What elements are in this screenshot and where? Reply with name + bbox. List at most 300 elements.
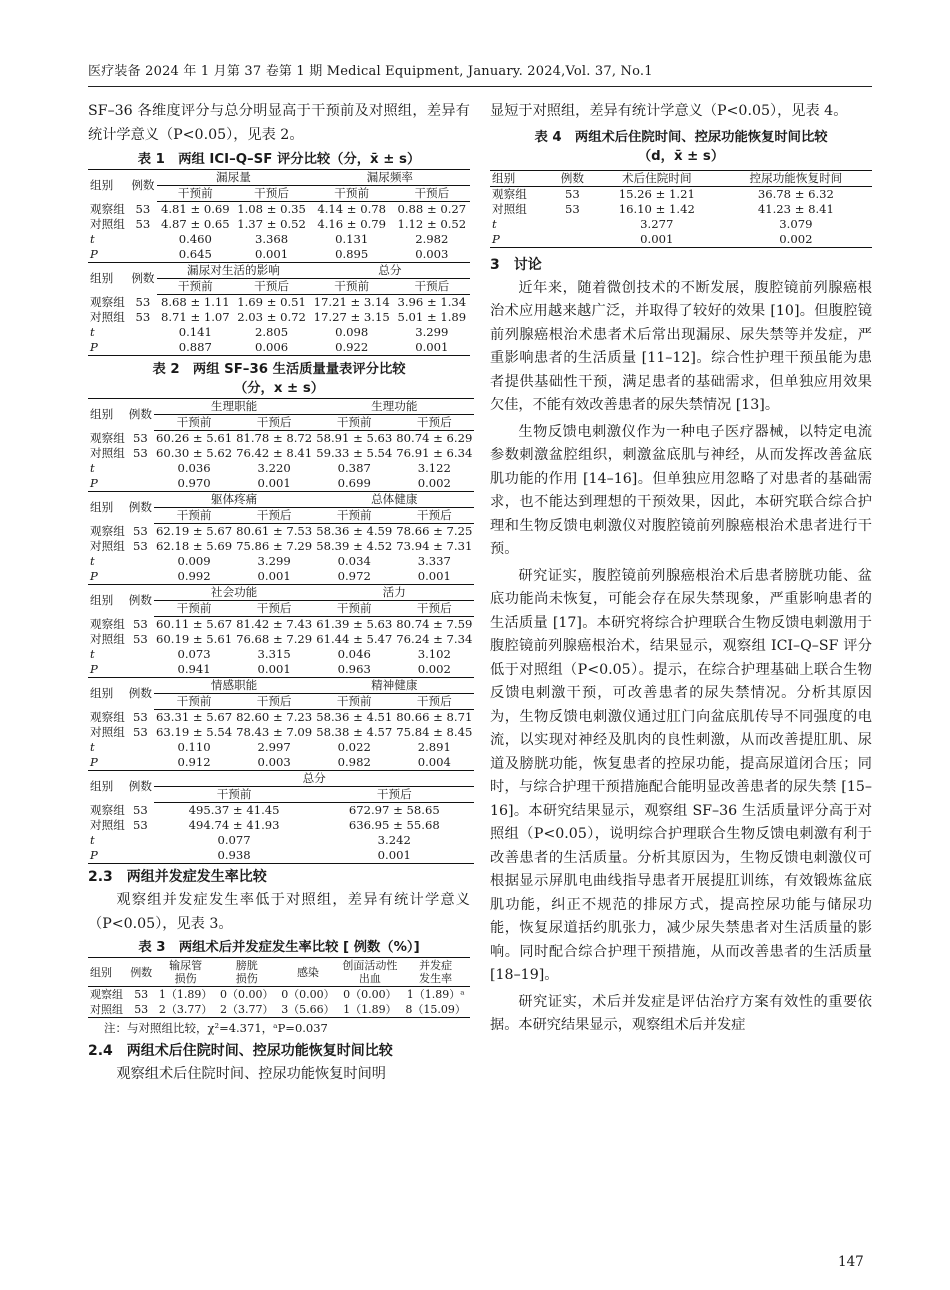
table-cell: 0.912: [154, 755, 234, 771]
before-header: 干预前: [314, 694, 394, 710]
table-cell: 0.387: [337, 461, 371, 475]
table-cell: 53: [127, 1002, 155, 1018]
table-cell: 4.16 ± 0.79: [317, 217, 387, 231]
table-cell: 60.30 ± 5.62: [156, 446, 233, 460]
table-cell: 0（0.00）: [343, 988, 397, 1001]
table-cell: 60.11 ± 5.67: [156, 617, 233, 631]
col-header: 组别: [490, 170, 551, 186]
table-cell: 53: [133, 802, 148, 817]
table-cell: 3.079: [779, 216, 813, 231]
table-cell: 16.10 ± 1.42: [618, 201, 695, 216]
table-cell: 0.970: [154, 476, 234, 492]
table-cell: 对照组: [88, 1002, 127, 1018]
table-cell: 3.299: [257, 554, 291, 568]
col-group-header: 组别: [88, 585, 127, 617]
table-cell: 0.992: [154, 569, 234, 585]
col-header: [401, 958, 470, 987]
col-group-header: 组别: [88, 678, 127, 710]
col-header-line: 输尿管: [169, 959, 203, 972]
after-header: 干预后: [234, 601, 314, 617]
table-cell: [129, 340, 158, 356]
col-header-line: 感染: [296, 965, 319, 979]
table-cell: 0.110: [177, 740, 211, 754]
table-cell: 0.009: [177, 554, 211, 568]
table-cell: 0.046: [337, 647, 371, 661]
table-cell: 75.84 ± 8.45: [396, 725, 473, 739]
table-cell: 53: [135, 294, 151, 309]
table2-title: 表 2 两组 SF–36 生活质量量表评分比较: [152, 362, 406, 377]
table-cell: 80.74 ± 7.59: [396, 617, 473, 631]
table-row: [88, 446, 474, 461]
table-row: [88, 1002, 470, 1018]
table-cell: 76.68 ± 7.29: [236, 632, 313, 646]
right-column: [490, 100, 872, 1038]
table-cell: 494.74 ± 41.93: [188, 818, 280, 832]
table-cell: 672.97 ± 58.65: [348, 803, 440, 817]
table-cell: 3.368: [254, 232, 289, 246]
table-cell: 2.997: [257, 740, 291, 754]
after-header: 干预后: [234, 508, 314, 524]
table-cell: 53: [133, 709, 148, 724]
after-header: 干预后: [394, 694, 474, 710]
table-cell: 1.08 ± 0.35: [237, 202, 306, 216]
table-row: [88, 340, 470, 356]
dimension-header: 情感职能: [154, 678, 314, 694]
table-cell: [129, 247, 158, 263]
table-row: [88, 431, 474, 447]
col-count-header: 例数: [127, 585, 154, 617]
dimension-header: 社会功能: [154, 585, 314, 601]
table-cell: 观察组: [90, 988, 123, 1001]
table-cell: 对照组: [90, 539, 125, 553]
dimension-header: 躯体疼痛: [154, 492, 314, 508]
after-header: 干预后: [394, 186, 470, 202]
table-cell: 0.004: [394, 755, 474, 771]
col-header: 术后住院时间: [594, 170, 720, 186]
table-cell: 53: [135, 217, 151, 231]
table-row: [88, 848, 474, 864]
table-row: [88, 295, 470, 311]
section-2-3-heading: 2.3 两组并发症发生率比较: [88, 869, 267, 885]
table-row: [88, 755, 474, 771]
table-cell: 观察组: [90, 294, 125, 309]
table-cell: 81.42 ± 7.43: [236, 617, 313, 631]
table-cell: P: [88, 340, 129, 356]
table-cell: P: [490, 232, 551, 248]
dimension-header: 总分: [310, 263, 470, 279]
table-cell: 53: [133, 539, 148, 553]
table-cell: 8（15.09）: [401, 1002, 470, 1018]
dimension-header: 生理职能: [154, 399, 314, 415]
table-cell: 4.87 ± 0.65: [160, 217, 230, 231]
table-row: [88, 647, 474, 662]
col-group-header: 组别: [88, 492, 127, 524]
table-row: [88, 524, 474, 540]
table-cell: [127, 848, 154, 864]
table-cell: 53: [133, 523, 148, 538]
table-cell: [127, 476, 154, 492]
table-header-row: [88, 585, 474, 601]
before-header: 干预前: [154, 694, 234, 710]
table3: [88, 957, 470, 1018]
table-cell: 80.74 ± 6.29: [396, 431, 473, 445]
table-cell: 0.645: [157, 247, 233, 263]
before-header: 干预前: [154, 787, 314, 803]
before-header: 干预前: [310, 186, 394, 202]
table-row: [88, 461, 474, 476]
table-cell: 0.034: [337, 554, 371, 568]
table-cell: 4.14 ± 0.78: [317, 202, 387, 216]
page-number: 147: [838, 1254, 864, 1270]
table-cell: 0.073: [177, 647, 211, 661]
discussion-para-3: 研究证实，腹腔镜前列腺癌根治术后患者膀胱功能、盆底功能尚未恢复，可能会存在尿失禁现象，严重影响患者的生活质量 [17]。本研究将综合护理联合生物反馈电刺激用于腹腔镜前列腺癌根治术，结果显示，观察组 ICI–Q–SF 评分低于对照组（P<0.05）。提示，在综合护理基础上联合生物反馈电刺激干预，可改善患者的尿失禁情况。分析其原因为，生物反馈电刺激仪通过肛门向盆底肌传导不同强度的电流，以实现对神经及肌肉的良性刺激，从而改善提肛肌、尿道及膀胱功能，恢复患者的控尿功能，提高尿道闭合压；同时，与综合护理干预措施配合能明显改善患者的尿失禁 [15–16]。本研究结果显示，观察组 SF–36 生活质量评分高于对照组（P<0.05），说明综合护理联合生物反馈电刺激有利于改善患者的生活质量。分析其原因为，生物反馈电刺激仪可根据显示屏肌电曲线指导患者开展提肛训练，有效锻炼盆底肌功能，纠正不规范的排尿方式，提高控尿功能与储尿功能，恢复尿道括约肌张力，减少尿失禁患者对生活质量的影响。同时配合综合护理干预措施，从而改善患者的生活质量 [18–19]。: [490, 567, 872, 983]
table-cell: 1（1.89）: [158, 988, 213, 1001]
table-cell: 81.78 ± 8.72: [236, 431, 313, 445]
table-row: [88, 247, 470, 263]
table-cell: 0.001: [233, 247, 309, 263]
table-cell: 0.098: [335, 325, 369, 339]
table-cell: 对照组: [492, 201, 527, 216]
table-row: [88, 833, 474, 848]
table-row: [88, 632, 474, 647]
table-row: [490, 186, 872, 202]
table-cell: 0.001: [394, 569, 474, 585]
table-row: [490, 232, 872, 248]
table-cell: 1（1.89）ᵃ: [406, 988, 465, 1001]
table-row: [88, 710, 474, 726]
table-cell: 观察组: [90, 802, 125, 817]
table-cell: 53: [133, 818, 148, 832]
before-header: 干预前: [314, 601, 394, 617]
table-cell: 对照组: [90, 818, 125, 832]
table-row: [88, 803, 474, 819]
table-cell: 对照组: [90, 725, 125, 739]
table-row: [88, 987, 470, 1003]
table-cell: 61.39 ± 5.63: [316, 617, 393, 631]
table-row: [88, 232, 470, 247]
table-cell: 对照组: [90, 217, 125, 231]
after-header: 干预后: [233, 279, 309, 295]
table-header-row: [88, 678, 474, 694]
col-header-line: 创面活动性: [342, 959, 398, 972]
intro-text: SF–36 各维度评分与总分明显高于干预前及对照组，差异有统计学意义（P<0.05），见表 2。: [88, 103, 470, 143]
table-cell: 53: [133, 616, 148, 631]
table-cell: 2.805: [254, 325, 289, 339]
dimension-header: 精神健康: [314, 678, 474, 694]
table-row: [88, 662, 474, 678]
table-cell: 58.39 ± 4.52: [316, 539, 393, 553]
table-cell: [551, 232, 594, 248]
table-cell: [127, 755, 154, 771]
table-header-row: [88, 492, 474, 508]
table-cell: 62.19 ± 5.67: [156, 524, 233, 538]
table-cell: 0.001: [234, 662, 314, 678]
table-row: [88, 740, 474, 755]
table-cell: 0.982: [314, 755, 394, 771]
dimension-header: 生理功能: [314, 399, 474, 415]
table-cell: 0.941: [154, 662, 234, 678]
table-cell: 0.001: [314, 848, 474, 864]
continued-text: 显短于对照组，差异有统计学意义（P<0.05），见表 4。: [490, 103, 848, 119]
after-header: 干预后: [394, 279, 470, 295]
table-cell: [127, 740, 154, 755]
dimension-header: 漏尿对生活的影响: [157, 263, 310, 279]
table-cell: 3.96 ± 1.34: [397, 295, 467, 309]
table-cell: 0（0.00）: [281, 988, 335, 1001]
table-row: [88, 325, 470, 340]
table-cell: 0.077: [217, 833, 251, 847]
col-group-header: 组别: [88, 170, 129, 202]
before-header: 干预前: [154, 601, 234, 617]
section-2-3-text: 观察组并发症发生率低于对照组，差异有统计学意义（P<0.05），见表 3。: [88, 892, 470, 932]
table-cell: 58.38 ± 4.57: [316, 725, 393, 739]
table-cell: 0.922: [310, 340, 394, 356]
table-cell: 观察组: [90, 201, 125, 216]
table-cell: 2.982: [415, 232, 449, 246]
table-cell: 0.131: [335, 232, 369, 246]
table-cell: 80.66 ± 8.71: [396, 710, 473, 724]
table-cell: 53: [565, 186, 580, 201]
table-header-row: [88, 399, 474, 415]
table-cell: [127, 569, 154, 585]
table-cell: 82.60 ± 7.23: [236, 710, 313, 724]
table4-title: 表 4 两组术后住院时间、控尿功能恢复时间比较: [534, 129, 828, 145]
table-cell: 观察组: [90, 709, 125, 724]
discussion-para-4: 研究证实，术后并发症是评估治疗方案有效性的重要依据。本研究结果显示，观察组术后并发症: [490, 993, 872, 1033]
before-header: 干预前: [314, 508, 394, 524]
table-cell: 2（3.77）: [216, 1002, 277, 1018]
table-cell: 5.01 ± 1.89: [397, 310, 467, 324]
col-header: [216, 958, 277, 987]
col-count-header: 例数: [127, 678, 154, 710]
table-cell: 61.44 ± 5.47: [316, 632, 393, 646]
table-row: [490, 217, 872, 232]
table-cell: [127, 833, 154, 848]
table-cell: 58.36 ± 4.59: [316, 524, 393, 538]
table-cell: 53: [135, 310, 151, 324]
table2-title-unit: （分，x ± s）: [233, 381, 325, 396]
table-cell: t: [90, 232, 95, 246]
table-cell: 59.33 ± 5.54: [316, 446, 393, 460]
table-cell: 76.24 ± 7.34: [396, 632, 473, 646]
table-cell: 78.43 ± 7.09: [236, 725, 313, 739]
before-header: 干预前: [310, 279, 394, 295]
after-header: 干预后: [234, 694, 314, 710]
col-header-line: 发生率: [419, 972, 453, 985]
table-cell: t: [90, 325, 95, 339]
section-3-heading: 3 讨论: [490, 256, 542, 273]
col-header-line: 组别: [90, 965, 112, 979]
table-cell: 3.299: [415, 325, 449, 339]
table-cell: 17.27 ± 3.15: [313, 310, 390, 324]
table-cell: 53: [565, 201, 580, 216]
table-cell: 0.003: [394, 247, 470, 263]
table3-title: 表 3 两组术后并发症发生率比较 [ 例数（%）]: [138, 940, 420, 955]
table-cell: 0.141: [178, 325, 212, 339]
col-group-header: 组别: [88, 263, 129, 295]
table-cell: 3.122: [417, 461, 451, 475]
after-header: 干预后: [234, 415, 314, 431]
table-cell: 3.315: [257, 647, 291, 661]
table-cell: 0.460: [178, 232, 212, 246]
table-cell: 0.938: [154, 848, 314, 864]
after-header: 干预后: [233, 186, 309, 202]
table-cell: t: [492, 216, 497, 231]
table-cell: 0.001: [594, 232, 720, 248]
col-header: [339, 958, 402, 987]
table-cell: 636.95 ± 55.68: [348, 818, 440, 832]
table-cell: 0.036: [177, 461, 211, 475]
left-column: [88, 100, 473, 1087]
table-cell: 0.001: [234, 476, 314, 492]
col-header-line: 损伤: [235, 972, 258, 985]
table-cell: 3.220: [257, 461, 291, 475]
dimension-header: 活力: [314, 585, 474, 601]
table-header-row: [88, 771, 474, 787]
table-cell: 0.006: [233, 340, 309, 356]
table-header-row: [490, 170, 872, 186]
table-cell: 58.91 ± 5.63: [316, 431, 393, 445]
table-cell: 58.36 ± 4.51: [316, 710, 393, 724]
table-cell: 41.23 ± 8.41: [757, 201, 834, 216]
table-cell: 60.19 ± 5.61: [156, 632, 233, 646]
table-cell: 2（3.77）: [155, 1002, 216, 1018]
table-row: [88, 569, 474, 585]
col-count-header: 例数: [127, 771, 154, 803]
table-cell: 36.78 ± 6.32: [757, 186, 834, 201]
table-cell: t: [90, 647, 95, 661]
table-cell: [127, 461, 154, 476]
col-header: [277, 958, 338, 987]
after-header: 干预后: [394, 601, 474, 617]
table-cell: 0.887: [157, 340, 233, 356]
table-cell: 78.66 ± 7.25: [396, 524, 473, 538]
after-header: 干预后: [314, 787, 474, 803]
col-header-line: 例数: [130, 965, 153, 979]
after-header: 干预后: [394, 508, 474, 524]
table-cell: 53: [133, 430, 148, 445]
table3-note: 注：与对照组比较，χ²=4.371，ᵃP=0.037: [104, 1021, 328, 1035]
table-cell: [127, 662, 154, 678]
discussion-para-1: 近年来，随着微创技术的不断发展，腹腔镜前列腺癌根治术应用越来越广泛，并取得了较好的效果 [10]。但腹腔镜前列腺癌根治术患者术后常出现漏尿、尿失禁等并发症，严重影响患者的生活质量 [11–12]。综合性护理干预虽能为患者提供基础性干预，满足患者的基础需求，但单独应用效果欠佳，不能有效改善患者的尿失禁情况 [13]。: [490, 279, 872, 413]
table-cell: 1.12 ± 0.52: [397, 217, 467, 231]
table-cell: t: [90, 833, 95, 847]
table-cell: 76.42 ± 8.41: [236, 446, 313, 460]
col-header-line: 损伤: [174, 972, 197, 985]
table-cell: 53: [133, 632, 148, 646]
table-cell: 63.19 ± 5.54: [156, 725, 233, 739]
table-cell: 对照组: [90, 632, 125, 646]
table-row: [88, 818, 474, 833]
table-cell: 8.71 ± 1.07: [160, 310, 230, 324]
table-cell: 2.891: [417, 740, 451, 754]
before-header: 干预前: [157, 279, 233, 295]
table-cell: 对照组: [90, 310, 125, 324]
table-cell: 0.003: [234, 755, 314, 771]
table1-title: 表 1 两组 ICI–Q–SF 评分比较（分，x̄ ± s）: [137, 152, 421, 167]
col-count-header: 例数: [127, 399, 154, 431]
table-cell: t: [90, 740, 95, 754]
table-cell: 4.81 ± 0.69: [160, 202, 230, 216]
table-cell: 0.963: [314, 662, 394, 678]
table-cell: 观察组: [90, 430, 125, 445]
col-header: 例数: [551, 170, 594, 186]
table-cell: 495.37 ± 41.45: [188, 803, 280, 817]
table-row: [88, 554, 474, 569]
table-row: [490, 202, 872, 217]
table-cell: 0.972: [314, 569, 394, 585]
table-cell: 观察组: [492, 186, 527, 201]
col-header-line: 并发症: [419, 959, 453, 972]
col-header-line: 膀胱: [235, 959, 258, 972]
header-rule: [88, 86, 872, 87]
table-cell: 53: [134, 988, 149, 1001]
before-header: 干预前: [157, 186, 233, 202]
table-cell: 0.001: [234, 569, 314, 585]
table-cell: P: [88, 848, 127, 864]
table-cell: P: [88, 476, 127, 492]
table-cell: 观察组: [90, 616, 125, 631]
dimension-header: 总体健康: [314, 492, 474, 508]
table-cell: 62.18 ± 5.69: [156, 539, 233, 553]
table-header-row: [88, 958, 470, 987]
table-cell: 0.022: [337, 740, 371, 754]
table-cell: 17.21 ± 3.14: [313, 295, 390, 309]
table-cell: 3.277: [640, 216, 674, 231]
table-cell: 0（0.00）: [220, 988, 274, 1001]
col-header: [155, 958, 216, 987]
table-cell: 3（5.66）: [277, 1002, 338, 1018]
table-cell: t: [90, 461, 95, 475]
table-cell: 3.337: [417, 554, 451, 568]
table-cell: [551, 217, 594, 232]
table-cell: 0.001: [394, 340, 470, 356]
table-cell: 80.61 ± 7.53: [236, 524, 313, 538]
table-cell: 0.002: [394, 662, 474, 678]
before-header: 干预前: [314, 415, 394, 431]
table4: [490, 170, 872, 248]
table-cell: 53: [133, 725, 148, 739]
table-cell: 15.26 ± 1.21: [618, 186, 695, 201]
table-cell: 1（1.89）: [339, 1002, 402, 1018]
dimension-header: 漏尿频率: [310, 170, 470, 186]
table-cell: P: [88, 755, 127, 771]
col-count-header: 例数: [127, 492, 154, 524]
table-row: [88, 617, 474, 633]
col-count-header: 例数: [129, 263, 158, 295]
table-cell: 2.03 ± 0.72: [237, 310, 306, 324]
table-cell: 0.002: [720, 232, 872, 248]
table-cell: 0.699: [314, 476, 394, 492]
dimension-header: 漏尿量: [157, 170, 310, 186]
table-cell: 76.91 ± 6.34: [396, 446, 473, 460]
table4-title-unit: （d，x̄ ± s）: [637, 148, 725, 164]
table-cell: 0.002: [394, 476, 474, 492]
table-cell: 3.242: [377, 833, 411, 847]
table-row: [88, 202, 470, 218]
table-cell: 75.86 ± 7.29: [236, 539, 313, 553]
table1: [88, 169, 470, 356]
table-cell: [127, 554, 154, 569]
table-cell: 1.37 ± 0.52: [237, 217, 306, 231]
col-count-header: 例数: [129, 170, 158, 202]
section-2-4-heading: 2.4 两组术后住院时间、控尿功能恢复时间比较: [88, 1043, 393, 1059]
table-cell: 53: [135, 201, 151, 216]
before-header: 干预前: [154, 415, 234, 431]
col-header: 控尿功能恢复时间: [720, 170, 872, 186]
before-header: 干预前: [154, 508, 234, 524]
col-group-header: 组别: [88, 399, 127, 431]
